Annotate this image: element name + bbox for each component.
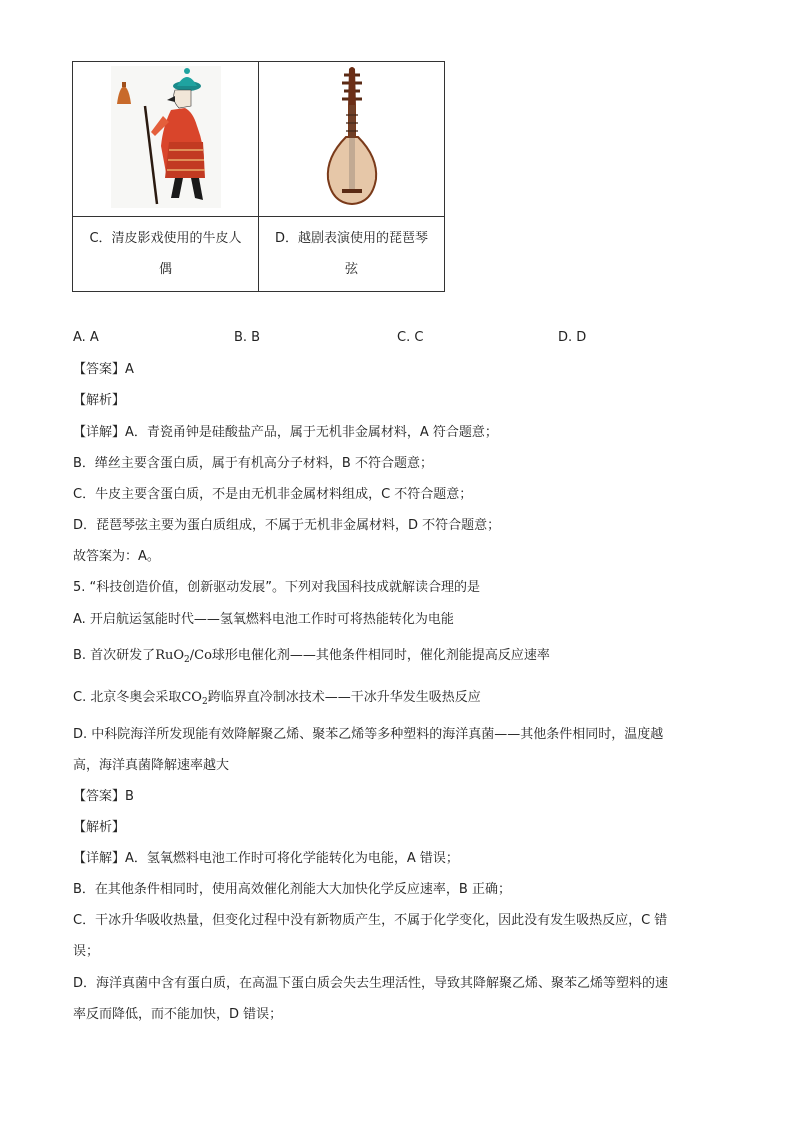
q5-option-d-line2: 高，海洋真菌降解速率越大: [73, 758, 230, 773]
q5-option-c: [73, 688, 481, 712]
caption-c-line1: C．清皮影戏使用的牛皮人: [89, 231, 242, 246]
caption-cell-d: [259, 217, 445, 292]
q5-option-b-text: B. 首次研发了: [73, 648, 156, 663]
q4-option-a: A. A: [73, 330, 99, 345]
q5-option-d-line1: D. 中科院海洋所发现能有效降解聚乙烯、聚苯乙烯等多种塑料的海洋真菌——其他条件相同时，温度越: [73, 727, 664, 742]
q4-detail-b: B．缂丝主要含蛋白质，属于有机高分子材料，B 不符合题意；: [73, 456, 433, 471]
q5-option-c-text: C. 北京冬奥会采取: [73, 690, 182, 705]
q5-answer: 【答案】B: [73, 789, 134, 804]
q5-detail-c-line1: C．干冰升华吸收热量，但变化过程中没有新物质产生，不属于化学变化，因此没有发生吸热反应，C 错: [73, 913, 668, 928]
q5-analysis-heading: 【解析】: [73, 820, 126, 835]
caption-cell-c: [73, 217, 259, 292]
q5-option-a: A. 开启航运氢能时代——氢氧燃料电池工作时可将热能转化为电能: [73, 612, 454, 627]
q5-stem: 5. “科技创造价值，创新驱动发展”。下列对我国科技成就解读合理的是: [73, 580, 481, 595]
q5-detail-d-line1: D．海洋真菌中含有蛋白质，在高温下蛋白质会失去生理活性，导致其降解聚乙烯、聚苯乙烯等塑料的速: [73, 976, 669, 991]
option-image-table: [72, 61, 445, 292]
q4-analysis-heading: 【解析】: [73, 393, 126, 408]
q4-options: [73, 328, 586, 348]
q5-detail-c-line2: 误；: [73, 944, 100, 959]
caption-c-line2: 偶: [158, 262, 172, 277]
caption-d-line1: D．越剧表演使用的琵琶琴: [274, 231, 428, 246]
q4-detail-d: D．琵琶琴弦主要为蛋白质组成，不属于无机非金属材料，D 不符合题意；: [73, 518, 501, 533]
q5-option-c-text-2: 跨临界直冷制冰技术——干冰升华发生吸热反应: [207, 690, 481, 705]
q5-option-b: [73, 646, 550, 670]
formula-ruo2: RuO$_2$/Co: [155, 648, 212, 665]
q5-option-b-text-2: 球形电催化剂——其他条件相同时，催化剂能提高反应速率: [211, 648, 550, 663]
q5-detail-d-line2: 率反而降低，而不能加快，D 错误；: [73, 1007, 283, 1022]
formula-co2: $CO_2$: [181, 690, 208, 707]
shadow-puppet-image: [111, 66, 221, 208]
q4-answer: 【答案】A: [73, 362, 134, 377]
q5-detail-b: B．在其他条件相同时，使用高效催化剂能大大加快化学反应速率，B 正确；: [73, 882, 511, 897]
q4-option-c: C. C: [397, 330, 424, 345]
image-cell-d: [259, 62, 445, 217]
pipa-image: [322, 67, 382, 207]
image-cell-c: [73, 62, 259, 217]
q4-detail-a: 【详解】A．青瓷甬钟是硅酸盐产品，属于无机非金属材料，A 符合题意；: [73, 425, 498, 440]
q4-option-b: B. B: [234, 330, 261, 345]
q4-conclusion: 故答案为：A。: [73, 549, 160, 564]
q4-detail-c: C．牛皮主要含蛋白质，不是由无机非金属材料组成，C 不符合题意；: [73, 487, 473, 502]
q4-option-d: D. D: [558, 330, 587, 345]
q5-detail-a: 【详解】A．氢氧燃料电池工作时可将化学能转化为电能，A 错误；: [73, 851, 459, 866]
caption-d-line2: 弦: [344, 262, 358, 277]
